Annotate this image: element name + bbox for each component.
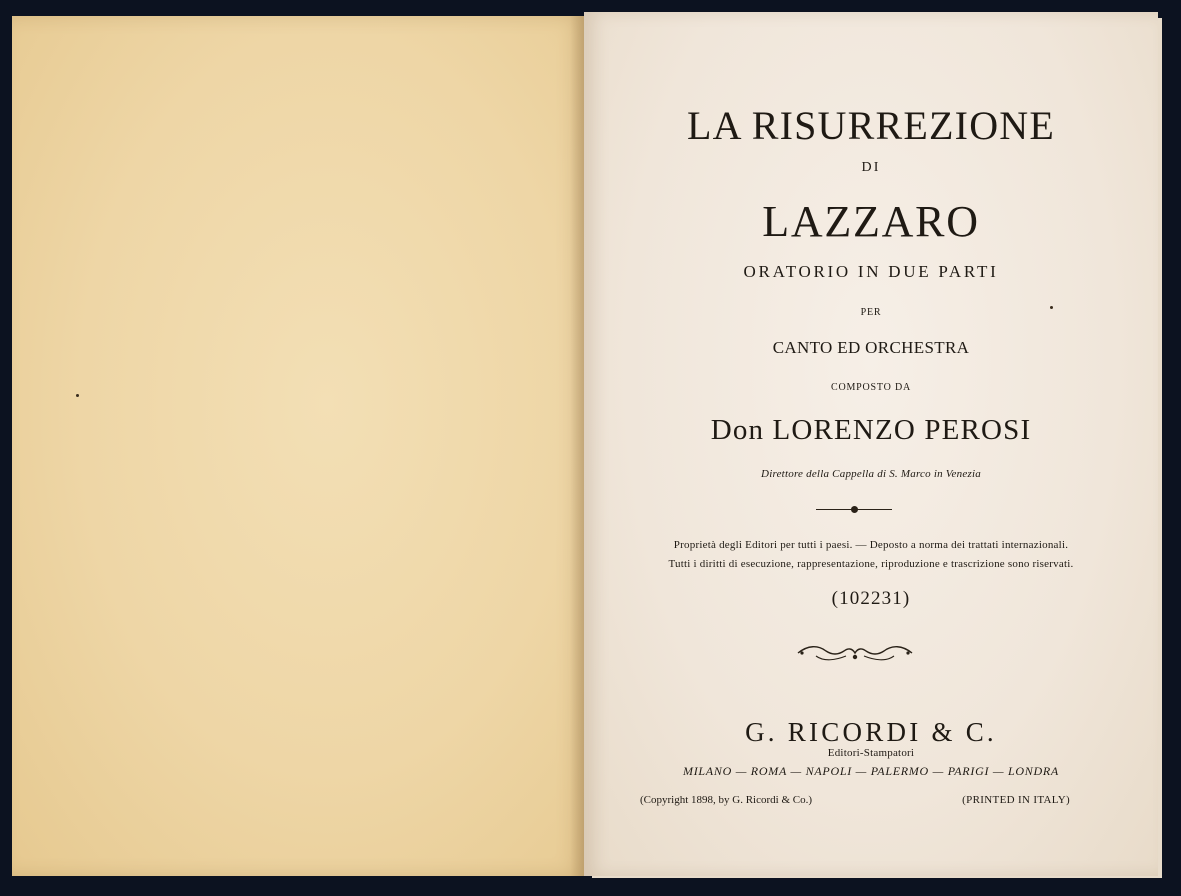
subtitle: ORATORIO IN DUE PARTI: [743, 262, 999, 281]
composed-by-label: COMPOSTO DA: [830, 382, 912, 393]
title-connector: DI: [861, 160, 881, 175]
composer-role: Direttore della Cappella di S. Marco in Venezia: [761, 468, 981, 480]
copyright-notice: (Copyright 1898, by G. Ricordi & Co.): [640, 794, 813, 806]
per-label: PER: [860, 307, 882, 318]
rights-line-1: Proprietà degli Editori per tutti i paesi. — Deposto a norma dei trattati internazionali.: [673, 539, 1069, 551]
catalog-number: (102231): [831, 588, 911, 609]
publisher-role: Editori-Stampatori: [827, 747, 915, 759]
left-page-blank: [12, 16, 584, 876]
title-name: LAZZARO: [762, 197, 980, 246]
paper-speck: [1050, 306, 1053, 309]
scoring: CANTO ED ORCHESTRA: [772, 338, 970, 357]
rights-line-2: Tutti i diritti di esecuzione, rappresentazione, riproduzione e trascrizione sono riservati.: [668, 558, 1074, 570]
title-main: LA RISURREZIONE: [687, 103, 1055, 148]
publisher-name: G. RICORDI & C.: [745, 717, 997, 747]
title-page: [584, 12, 1158, 876]
gutter-shadow: [570, 16, 584, 876]
divider-dot: [851, 506, 858, 513]
flourish-ornament-icon: [796, 642, 914, 664]
printed-in-notice: (PRINTED IN ITALY): [962, 794, 1070, 806]
paper-speck: [76, 394, 79, 397]
publisher-cities: MILANO — ROMA — NAPOLI — PALERMO — PARIGI — LONDRA: [682, 764, 1059, 778]
composer-name: Don LORENZO PEROSI: [710, 414, 1032, 446]
